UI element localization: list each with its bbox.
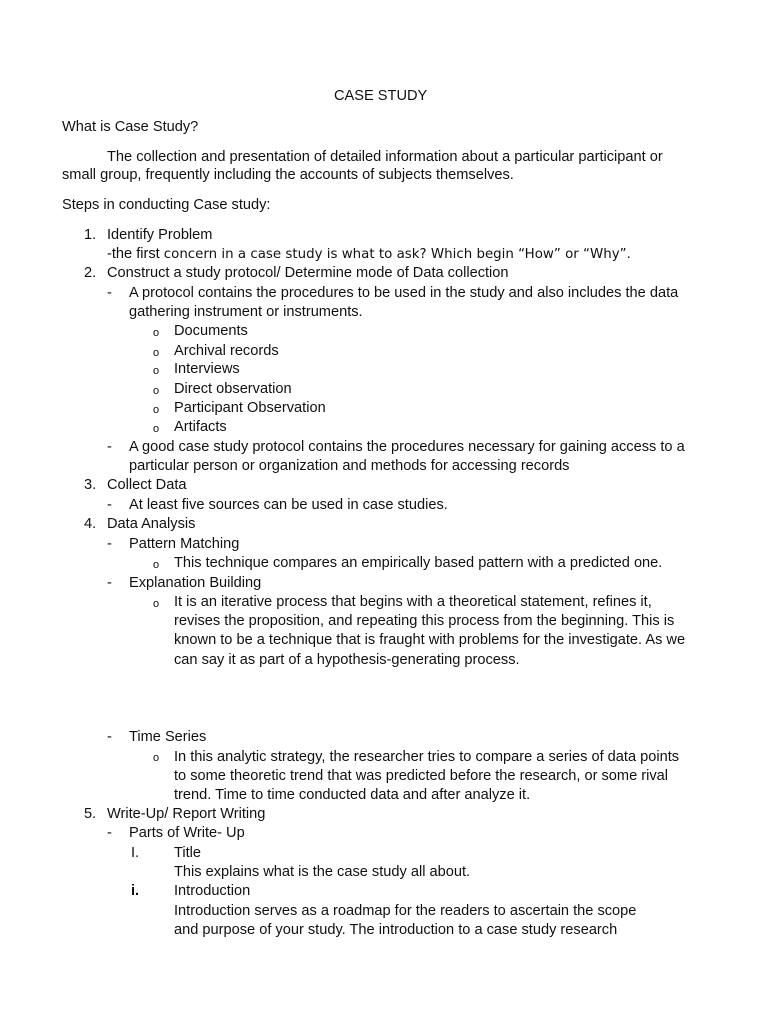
- step-1-note: [107, 245, 631, 264]
- instrument-item: Archival records: [174, 343, 279, 359]
- part-intro-line-2: and purpose of your study. The introduction to a case study research: [174, 922, 618, 938]
- time-series-label: Time Series: [129, 729, 207, 745]
- circle-bullet: o: [153, 347, 160, 359]
- circle-bullet: o: [153, 404, 160, 416]
- definition-line-1: The collection and presentation of detailed information about a particular participant or: [107, 149, 663, 165]
- step-1-note-rest: concern in a case study is what to ask? Which begin “How” or “Why”.: [163, 247, 631, 262]
- instrument-item: Direct observation: [174, 381, 292, 397]
- step-2-bullet-2-line-2: particular person or organization and methods for accessing records: [129, 458, 570, 474]
- explanation-building-line-1: It is an iterative process that begins with a theoretical statement, refines it,: [174, 594, 652, 610]
- step-1-note-start: -the first: [107, 246, 164, 262]
- step-number: 3.: [84, 477, 97, 493]
- explanation-building-line-2: revises the proposition, and repeating this process from the beginning. This is: [174, 613, 675, 629]
- step-4-text: Data Analysis: [107, 516, 196, 532]
- part-title-desc: This explains what is the case study all about.: [174, 864, 471, 880]
- step-2-text: Construct a study protocol/ Determine mode of Data collection: [107, 265, 509, 281]
- steps-heading: Steps in conducting Case study:: [62, 197, 271, 213]
- pattern-matching-label: Pattern Matching: [129, 536, 240, 552]
- step-number: 1.: [84, 227, 97, 243]
- roman-numeral: I.: [131, 845, 140, 861]
- pattern-matching-desc: This technique compares an empirically based pattern with a predicted one.: [174, 555, 663, 571]
- step-3-bullet-1: At least five sources can be used in case studies.: [129, 497, 448, 513]
- time-series-line-3: trend. Time to time conducted data and after analyze it.: [174, 787, 531, 803]
- part-intro-heading: Introduction: [174, 883, 251, 899]
- circle-bullet: o: [153, 327, 160, 339]
- circle-bullet: o: [153, 752, 160, 764]
- step-2-bullet-2-line-1: A good case study protocol contains the procedures necessary for gaining access to a: [129, 439, 685, 455]
- instrument-item: Participant Observation: [174, 400, 326, 416]
- circle-bullet: o: [153, 385, 160, 397]
- document-title: CASE STUDY: [334, 88, 428, 104]
- circle-bullet: o: [153, 598, 160, 610]
- instrument-item: Artifacts: [174, 419, 227, 435]
- step-5-text: Write-Up/ Report Writing: [107, 806, 266, 822]
- roman-numeral: i.: [131, 883, 140, 899]
- definition-line-2: small group, frequently including the accounts of subjects themselves.: [62, 167, 514, 183]
- instrument-item: Documents: [174, 323, 248, 339]
- dash-bullet: -: [107, 536, 112, 552]
- dash-bullet: -: [107, 497, 112, 513]
- step-2-bullet-1-line-2: gathering instrument or instruments.: [129, 304, 363, 320]
- step-number: 5.: [84, 806, 97, 822]
- step-3-text: Collect Data: [107, 477, 187, 493]
- step-number: 2.: [84, 265, 97, 281]
- part-intro-line-1: Introduction serves as a roadmap for the readers to ascertain the scope: [174, 903, 637, 919]
- parts-label: Parts of Write- Up: [129, 825, 245, 841]
- circle-bullet: o: [153, 559, 160, 571]
- step-number: 4.: [84, 516, 97, 532]
- question-heading: What is Case Study?: [62, 119, 199, 135]
- dash-bullet: -: [107, 729, 112, 745]
- circle-bullet: o: [153, 365, 160, 377]
- part-title-heading: Title: [174, 845, 202, 861]
- explanation-building-line-4: can say it as part of a hypothesis-generating process.: [174, 652, 520, 668]
- dash-bullet: -: [107, 439, 112, 455]
- dash-bullet: -: [107, 575, 112, 591]
- time-series-line-2: to some theoretic trend that was predicted before the research, or some rival: [174, 768, 668, 784]
- time-series-line-1: In this analytic strategy, the researcher tries to compare a series of data points: [174, 749, 680, 765]
- step-2-bullet-1-line-1: A protocol contains the procedures to be used in the study and also includes the data: [129, 285, 679, 301]
- dash-bullet: -: [107, 825, 112, 841]
- circle-bullet: o: [153, 423, 160, 435]
- step-1-text: Identify Problem: [107, 227, 213, 243]
- dash-bullet: -: [107, 285, 112, 301]
- explanation-building-label: Explanation Building: [129, 575, 262, 591]
- instrument-item: Interviews: [174, 361, 240, 377]
- explanation-building-line-3: known to be a technique that is fraught with problems for the investigate. As we: [174, 632, 686, 648]
